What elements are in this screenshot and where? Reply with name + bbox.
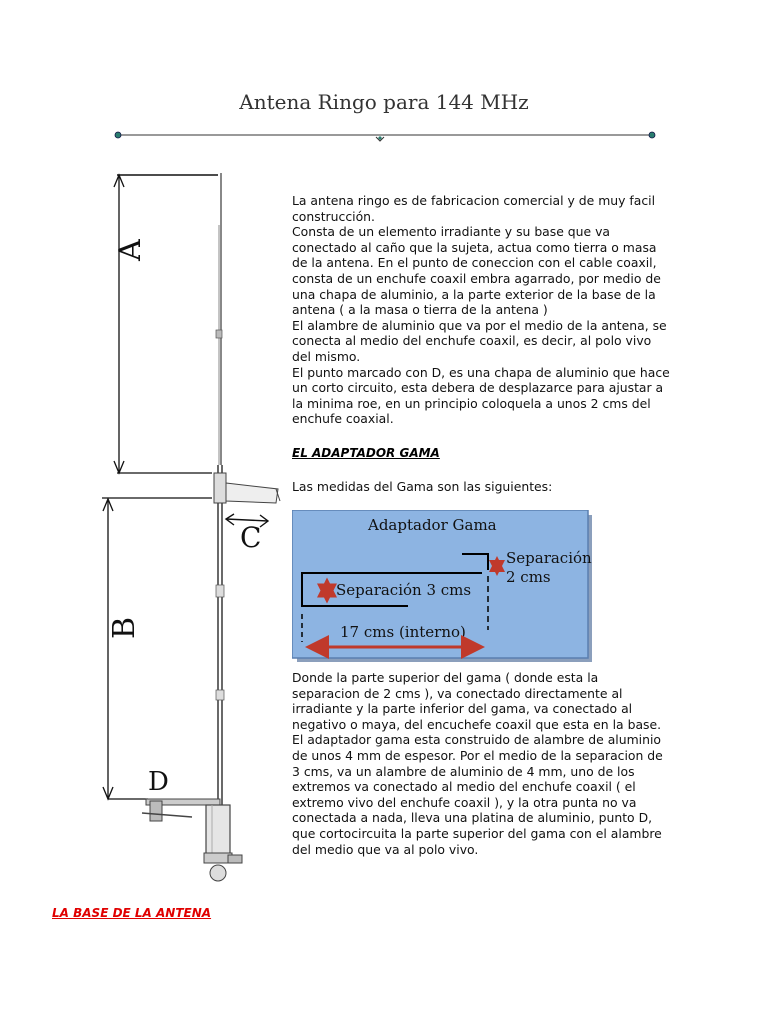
intro-paragraph: El alambre de aluminio que va por el medio de la antena, se conecta al medio del enchufe coaxil, es decir, al polo vivo del mismo. — [292, 317, 667, 364]
antenna-diagram — [100, 165, 290, 895]
title-divider — [100, 126, 670, 148]
gama-intro-text: Las medidas del Gama son las siguientes: — [292, 479, 553, 494]
label-b: B — [107, 616, 142, 639]
gama-sep-inner: Separación 3 cms — [336, 581, 472, 599]
gama-sep-top-line1: Separación — [506, 549, 592, 567]
section-heading-base[interactable]: LA BASE DE LA ANTENA — [52, 906, 212, 920]
antenna-element — [214, 173, 226, 805]
page-title: Antena Ringo para 144 MHz — [239, 90, 529, 114]
gama-figure — [292, 510, 594, 663]
label-a: A — [113, 239, 148, 261]
intro-text — [292, 193, 670, 427]
intro-paragraph: El punto marcado con D, es una chapa de aluminio que hace un corto circuito, esta debera de desplazarce para ajustar a la minima roe, en un principio coloquela a unos 2 cms del enchufe coaxial. — [292, 364, 670, 427]
antenna-base — [142, 799, 242, 881]
gama-description — [292, 670, 670, 857]
gama-sep-top-line2: 2 cms — [506, 568, 551, 586]
gama-length: 17 cms (interno) — [340, 623, 466, 641]
intro-paragraph: La antena ringo es de fabricacion comercial y de muy facil construcción. — [292, 193, 656, 224]
gama-figure-title: Adaptador Gama — [368, 516, 497, 534]
dimension-a — [114, 175, 218, 473]
dimension-b — [102, 498, 212, 799]
section-heading-gama[interactable]: EL ADAPTADOR GAMA — [292, 446, 440, 460]
label-d: D — [148, 767, 169, 797]
gama-description-paragraph: Donde la parte superior del gama ( donde esta la separacion de 2 cms ), va conectado directamente al irradiante y la parte inferior del gama, va conectado al negativo o maya, del encuchefe coaxil que esta en la base. El adaptador gama esta construido de alambre de aluminio de unos 4 mm de espesor. Por el medio de la separacion de 3 cms, va un alambre de aluminio de 4 mm, uno de los extremos va conectado al medio del enchufe coaxil ( el extremo vivo del enchufe coaxil ), y la otra punta no va conectada a nada, lleva una platina de aluminio, punto D, que cortocircuita la parte superior del gama con el alambre del medio que va al polo vivo. — [292, 670, 663, 857]
intro-paragraph: Consta de un elemento irradiante y su base que va conectado al caño que la sujeta, actua como tierra o masa de la antena. En el punto de coneccion con el cable coaxil, consta de un enchufe coaxil embra agarrado, por medio de una chapa de aluminio, a la parte exterior de la base de la antena ( a la masa o tierra de la antena ) — [292, 224, 661, 318]
label-c: C — [240, 521, 262, 554]
